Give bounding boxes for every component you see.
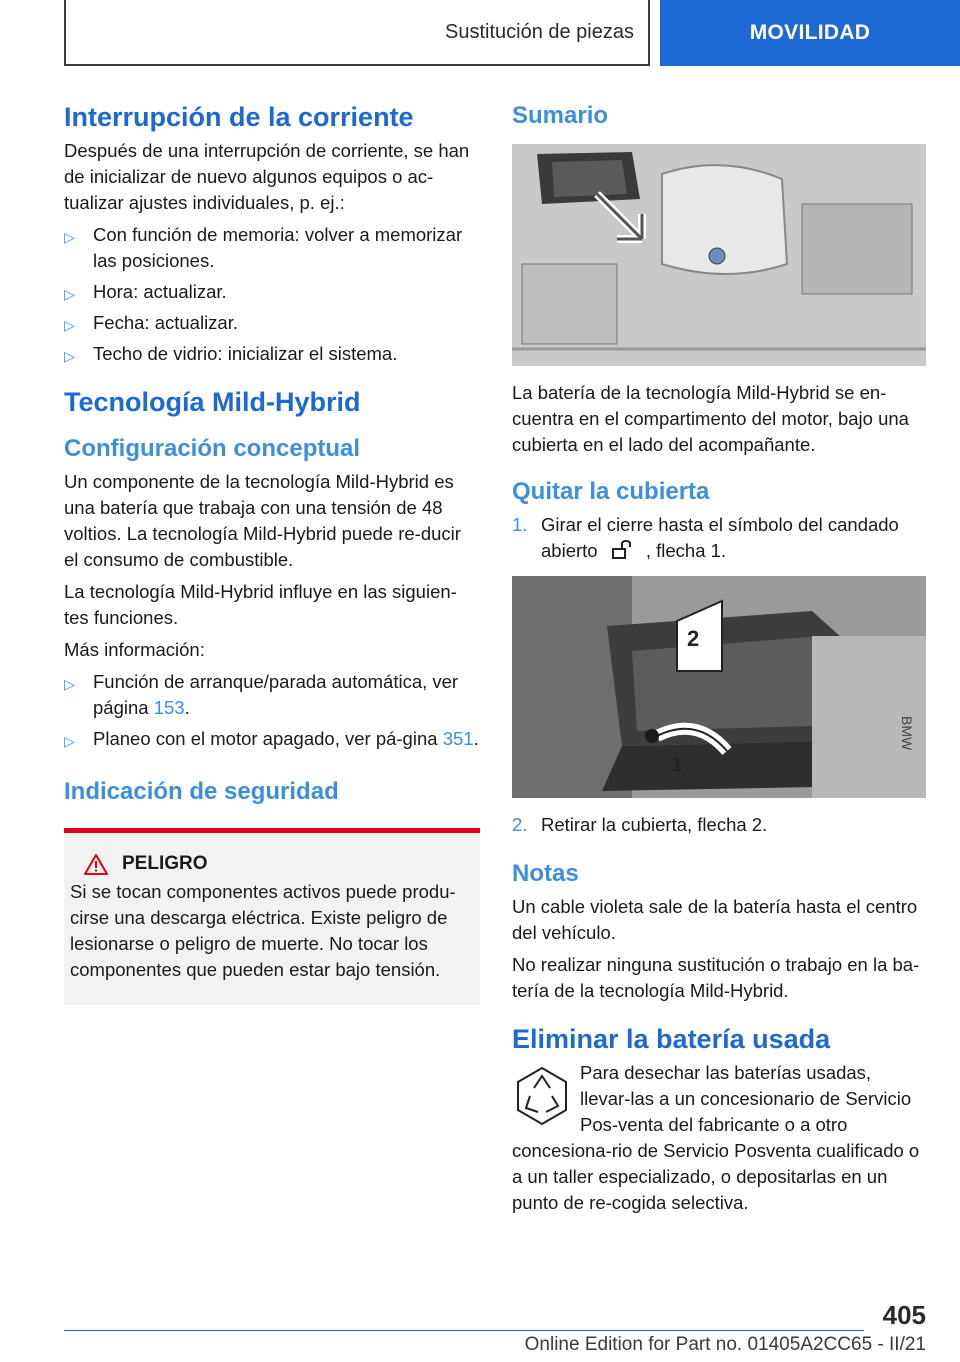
step-item: 1. Girar el cierre hasta el símbolo del candado abierto , flecha 1. [512,514,899,561]
triangle-bullet-icon: ▷ [64,733,75,749]
svg-text:BMW: BMW [899,716,915,751]
notes-heading: Notas [512,860,579,887]
concept-heading: Configuración conceptual [64,435,361,462]
step-item: 2. Retirar la cubierta, flecha 2. [512,814,768,835]
page-header [64,0,960,66]
svg-text:1: 1 [672,755,683,775]
chapter-tab[interactable]: MOVILIDAD [660,0,960,66]
safety-heading: Indicación de seguridad [64,778,339,805]
triangle-bullet-icon: ▷ [64,229,75,245]
footer-divider [64,1330,864,1331]
summary-heading: Sumario [512,102,609,129]
more-info-label: Más información: [64,639,205,660]
power-interruption-heading: Interrupción de la corriente [64,102,414,132]
section-title: Sustitución de piezas [64,0,650,66]
concept-text-1: Un componente de la tecnología Mild-Hybrid es una batería que trabaja con una tensión de 48 voltios. La tecnología Mild-Hybrid puede re-ducir el consumo de combustible. [64,471,461,570]
list-item: ▷ Planeo con el motor apagado, ver pá-gina 351. [64,726,480,752]
notes-text-1: Un cable violeta sale de la batería hasta el centro del vehículo. [512,896,918,943]
dispose-block [512,1060,926,1216]
mild-hybrid-heading: Tecnología Mild-Hybrid [64,387,361,417]
dispose-text: Para desechar las baterías usadas, llevar-las a un concesionario de Servicio Pos-venta del fabricante o a otro concesiona-rio de Servicio Posventa cualificado o a un taller especializado, o depositarlas en un punto de re-cogida selectiva. [512,1062,920,1213]
concept-text-2: La tecnología Mild-Hybrid influye en las siguien-tes funciones. [64,581,457,628]
power-items-list [64,222,480,367]
open-padlock-icon [611,540,633,560]
right-column [512,100,926,1222]
page-link-351[interactable]: 351 [442,728,474,749]
list-item: ▷ Hora: actualizar. [64,279,480,305]
triangle-bullet-icon: ▷ [64,286,75,302]
notes-text-2: No realizar ninguna sustitución o trabajo en la ba-tería de la tecnología Mild-Hybrid. [512,954,920,1001]
danger-warning-box [64,828,480,1005]
list-item: ▷ Techo de vidrio: inicializar el sistema. [64,341,480,367]
list-item: ▷ Fecha: actualizar. [64,310,480,336]
warning-text: Si se tocan componentes activos puede produ-cirse una descarga eléctrica. Existe peligro de lesionarse o peligro de muerte. No tocar los componentes que pueden estar bajo tensión. [70,881,456,980]
warning-triangle-icon [84,854,108,875]
page-number: 405 [882,1300,926,1330]
dispose-battery-heading: Eliminar la batería usada [512,1024,831,1054]
summary-text: La batería de la tecnología Mild-Hybrid se en-cuentra en el compartimento del motor, bajo una cubierta en el lado del acompañante. [512,382,909,455]
list-item: ▷ Función de arranque/parada automática, ver página 153. [64,671,459,718]
remove-steps-list-a [512,512,926,564]
engine-bay-image [512,144,926,366]
reference-list [64,669,480,752]
remove-cover-heading: Quitar la cubierta [512,478,710,505]
warning-title: PELIGRO [70,853,474,875]
recycle-icon [512,1062,572,1132]
power-interruption-text: Después de una interrupción de corriente, se han de inicializar de nuevo algunos equipos o ac-tualizar ajustes individuales, p. ej.: [64,140,470,213]
triangle-bullet-icon: ▷ [64,348,75,364]
list-item: ▷ Con función de memoria: volver a memorizar las posiciones. [64,224,463,271]
svg-text:2: 2 [687,626,700,651]
left-column [64,100,480,1005]
battery-cover-image [512,576,926,798]
edition-text: Online Edition for Part no. 01405A2CC65 - II/21 [524,1334,926,1355]
remove-steps-list-b [512,812,926,838]
triangle-bullet-icon: ▷ [64,676,75,692]
page-link-153[interactable]: 153 [153,697,185,718]
triangle-bullet-icon: ▷ [64,317,75,333]
